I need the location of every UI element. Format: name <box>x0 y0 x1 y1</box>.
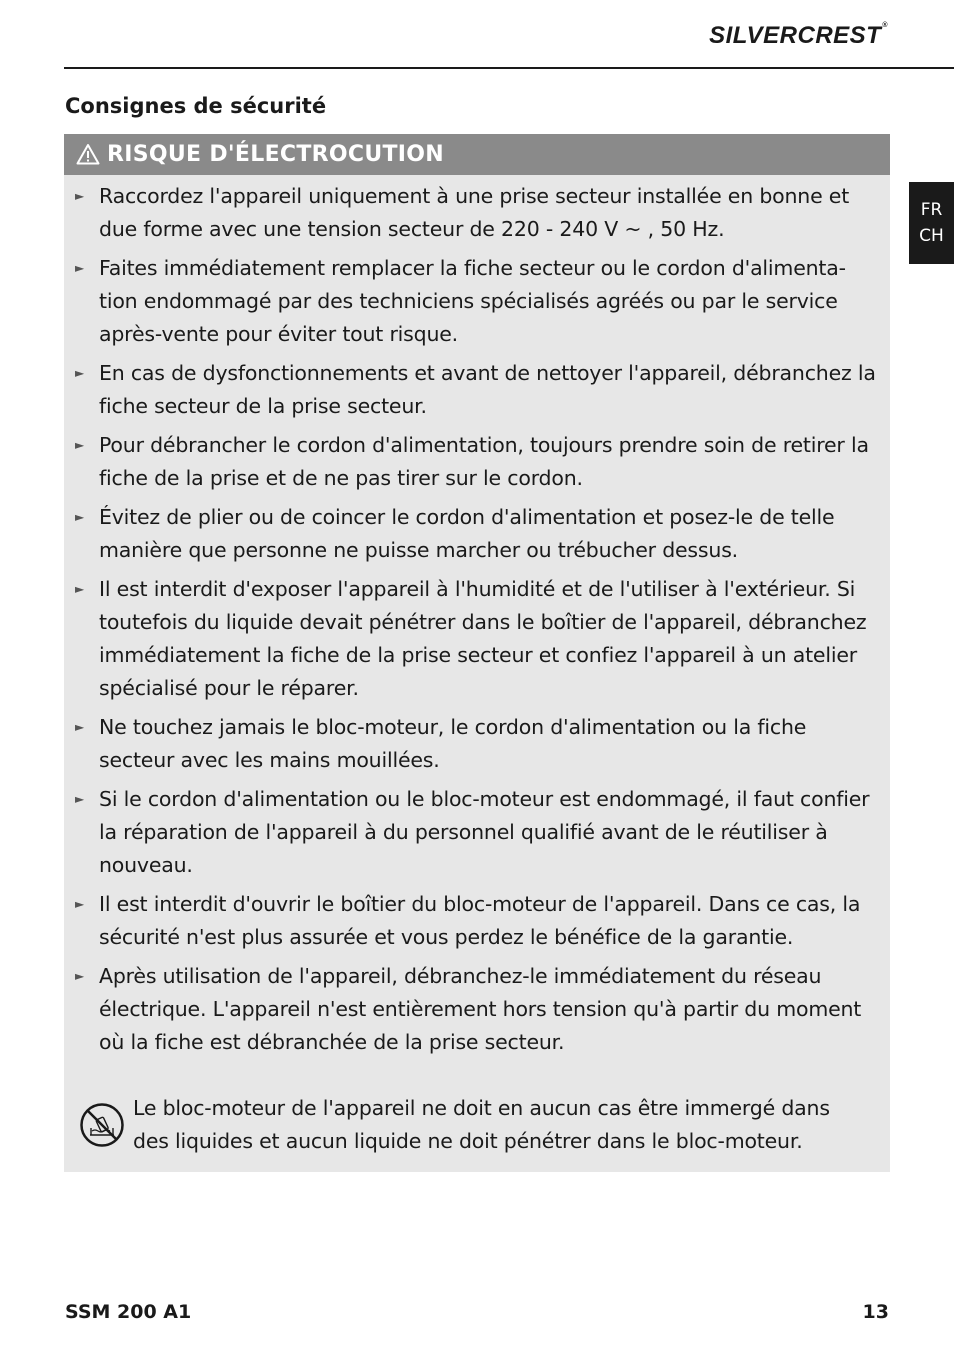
language-tab <box>909 182 954 264</box>
triangle-right-icon: ► <box>75 969 85 983</box>
triangle-right-icon: ► <box>75 720 85 734</box>
list-item-text: Raccordez l'appareil uniquement à une prise secteur installée en bonne et due forme avec une tension secteur de 220 - 240 V ~ , 50 Hz. <box>99 184 850 241</box>
list-item-text: Évitez de plier ou de coincer le cordon d'alimentation et posez-le de telle manière que personne ne puisse marcher ou trébucher dessus. <box>99 505 835 562</box>
brand-name: SILVERCREST <box>709 22 882 49</box>
list-item-text: En cas de dysfonctionnements et avant de nettoyer l'appareil, débranchez la fiche secteur de la prise secteur. <box>99 361 876 418</box>
list-item-text: Il est interdit d'exposer l'appareil à l'humidité et de l'utiliser à l'extérieur. Si toutefois du liquide devait pénétrer dans le boîtier de l'appareil, débranchez immédiatement la fiche de la prise secteur et confiez l'appareil à un atelier spécialisé pour le réparer. <box>99 577 867 700</box>
triangle-right-icon: ► <box>75 510 85 524</box>
list-item <box>64 573 890 705</box>
warning-panel <box>64 134 890 1172</box>
safety-list <box>64 175 890 1059</box>
page-number: 13 <box>862 1301 889 1323</box>
list-item <box>64 960 890 1059</box>
warning-triangle-icon <box>76 143 100 165</box>
triangle-right-icon: ► <box>75 261 85 275</box>
warning-header <box>64 134 890 175</box>
section-title: Consignes de sécurité <box>65 94 327 118</box>
warning-title: RISQUE D'ÉLECTROCUTION <box>107 142 445 167</box>
brand-logo <box>709 22 888 50</box>
footer-model: SSM 200 A1 <box>65 1301 192 1323</box>
list-item-text: Il est interdit d'ouvrir le boîtier du bloc-moteur de l'appareil. Dans ce cas, la sécurité n'est plus assurée et vous perdez le bénéfice de la garantie. <box>99 892 861 949</box>
language-code-ch: CH <box>919 226 944 246</box>
triangle-right-icon: ► <box>75 189 85 203</box>
list-item-text: Faites immédiatement remplacer la fiche secteur ou le cordon d'alimenta-tion endommagé par des techniciens spécialisés agréés ou par le service après-vente pour éviter tout risque. <box>99 256 846 346</box>
no-immersion-icon <box>79 1102 125 1148</box>
registered-mark: ® <box>882 22 888 29</box>
list-item <box>64 252 890 351</box>
list-item <box>64 429 890 495</box>
list-item-text: Si le cordon d'alimentation ou le bloc-moteur est endommagé, il faut confier la réparation de l'appareil à du personnel qualifié avant de le réutiliser à nouveau. <box>99 787 870 877</box>
list-item <box>64 783 890 882</box>
header-rule <box>64 67 954 69</box>
list-item <box>64 711 890 777</box>
triangle-right-icon: ► <box>75 438 85 452</box>
list-item <box>64 501 890 567</box>
triangle-right-icon: ► <box>75 897 85 911</box>
list-item <box>64 180 890 246</box>
list-item-text: Pour débrancher le cordon d'alimentation, toujours prendre soin de retirer la fiche de la prise et de ne pas tirer sur le cordon. <box>99 433 869 490</box>
language-code-fr: FR <box>920 200 943 220</box>
note-text: Le bloc-moteur de l'appareil ne doit en aucun cas être immergé dans des liquides et aucun liquide ne doit pénétrer dans le bloc-moteur. <box>133 1096 830 1153</box>
list-item-text: Ne touchez jamais le bloc-moteur, le cordon d'alimentation ou la fiche secteur avec les mains mouillées. <box>99 715 807 772</box>
list-item-text: Après utilisation de l'appareil, débranchez-le immédiatement du réseau électrique. L'appareil n'est entièrement hors tension qu'à partir du moment où la fiche est débranchée de la prise secteur. <box>99 964 862 1054</box>
list-item <box>64 357 890 423</box>
triangle-right-icon: ► <box>75 366 85 380</box>
immersion-note <box>64 1092 890 1158</box>
triangle-right-icon: ► <box>75 792 85 806</box>
list-item <box>64 888 890 954</box>
triangle-right-icon: ► <box>75 582 85 596</box>
